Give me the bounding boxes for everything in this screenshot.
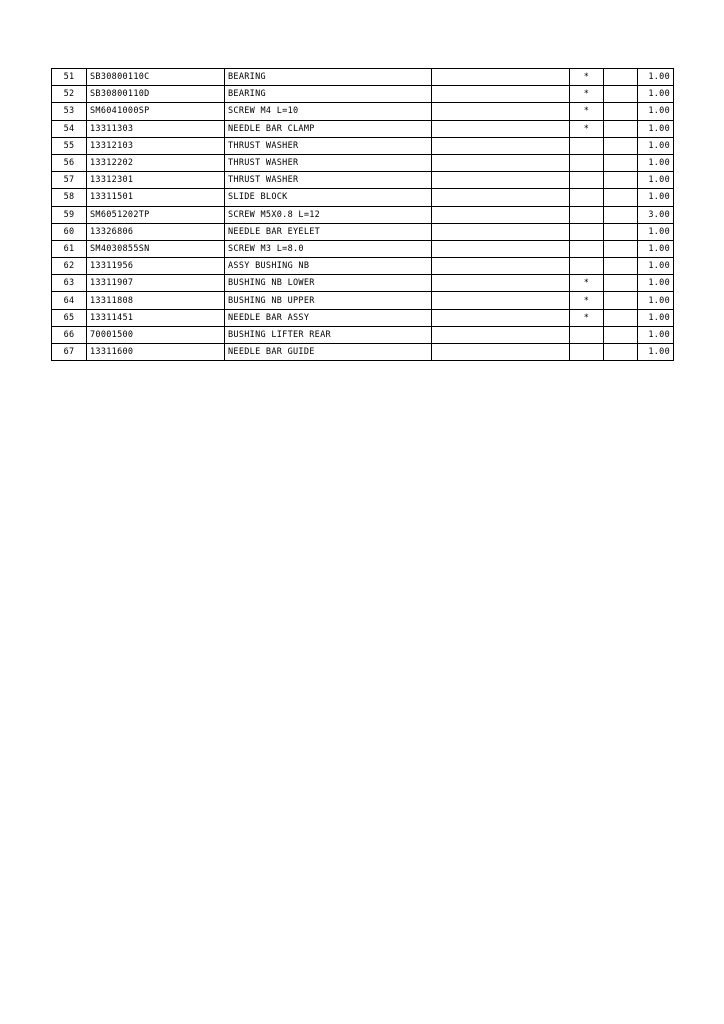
part-description: THRUST WASHER bbox=[225, 154, 432, 171]
quantity: 1.00 bbox=[638, 240, 674, 257]
part-number: SB30800110C bbox=[87, 69, 225, 86]
spec-cell bbox=[432, 154, 570, 171]
blank-cell bbox=[604, 69, 638, 86]
part-description: BUSHING LIFTER REAR bbox=[225, 326, 432, 343]
spec-cell bbox=[432, 258, 570, 275]
part-number: 13311451 bbox=[87, 309, 225, 326]
table-row bbox=[52, 189, 674, 206]
part-number: SM6051202TP bbox=[87, 206, 225, 223]
part-number: 13311303 bbox=[87, 120, 225, 137]
mark-cell bbox=[570, 206, 604, 223]
part-description: BUSHING NB LOWER bbox=[225, 275, 432, 292]
mark-cell bbox=[570, 240, 604, 257]
part-description: SCREW M5X0.8 L=12 bbox=[225, 206, 432, 223]
item-number: 63 bbox=[52, 275, 87, 292]
spec-cell bbox=[432, 137, 570, 154]
mark-cell bbox=[570, 137, 604, 154]
spec-cell bbox=[432, 120, 570, 137]
quantity: 1.00 bbox=[638, 86, 674, 103]
part-number: 13311501 bbox=[87, 189, 225, 206]
item-number: 64 bbox=[52, 292, 87, 309]
item-number: 55 bbox=[52, 137, 87, 154]
spec-cell bbox=[432, 292, 570, 309]
part-description: THRUST WASHER bbox=[225, 137, 432, 154]
blank-cell bbox=[604, 309, 638, 326]
blank-cell bbox=[604, 326, 638, 343]
blank-cell bbox=[604, 120, 638, 137]
table-row bbox=[52, 154, 674, 171]
mark-cell bbox=[570, 189, 604, 206]
table-row bbox=[52, 344, 674, 361]
item-number: 54 bbox=[52, 120, 87, 137]
spec-cell bbox=[432, 172, 570, 189]
part-number: 13312202 bbox=[87, 154, 225, 171]
mark-cell: * bbox=[570, 275, 604, 292]
mark-cell: * bbox=[570, 292, 604, 309]
part-number: SM4030855SN bbox=[87, 240, 225, 257]
item-number: 58 bbox=[52, 189, 87, 206]
mark-cell bbox=[570, 344, 604, 361]
quantity: 1.00 bbox=[638, 172, 674, 189]
table-row bbox=[52, 137, 674, 154]
table-row bbox=[52, 103, 674, 120]
blank-cell bbox=[604, 154, 638, 171]
blank-cell bbox=[604, 292, 638, 309]
item-number: 61 bbox=[52, 240, 87, 257]
mark-cell: * bbox=[570, 103, 604, 120]
parts-list-table bbox=[51, 68, 674, 361]
part-number: 13312103 bbox=[87, 137, 225, 154]
table-row bbox=[52, 275, 674, 292]
table-row bbox=[52, 326, 674, 343]
item-number: 56 bbox=[52, 154, 87, 171]
quantity: 1.00 bbox=[638, 137, 674, 154]
item-number: 66 bbox=[52, 326, 87, 343]
spec-cell bbox=[432, 189, 570, 206]
blank-cell bbox=[604, 344, 638, 361]
blank-cell bbox=[604, 103, 638, 120]
blank-cell bbox=[604, 137, 638, 154]
part-number: 13311907 bbox=[87, 275, 225, 292]
table-row bbox=[52, 309, 674, 326]
table-row bbox=[52, 292, 674, 309]
part-number: 13311808 bbox=[87, 292, 225, 309]
part-number: 13311956 bbox=[87, 258, 225, 275]
quantity: 1.00 bbox=[638, 154, 674, 171]
table-row bbox=[52, 86, 674, 103]
blank-cell bbox=[604, 258, 638, 275]
part-description: BUSHING NB UPPER bbox=[225, 292, 432, 309]
item-number: 51 bbox=[52, 69, 87, 86]
quantity: 1.00 bbox=[638, 344, 674, 361]
table-row bbox=[52, 223, 674, 240]
item-number: 59 bbox=[52, 206, 87, 223]
quantity: 1.00 bbox=[638, 120, 674, 137]
mark-cell bbox=[570, 258, 604, 275]
spec-cell bbox=[432, 206, 570, 223]
quantity: 3.00 bbox=[638, 206, 674, 223]
quantity: 1.00 bbox=[638, 223, 674, 240]
quantity: 1.00 bbox=[638, 69, 674, 86]
part-description: SLIDE BLOCK bbox=[225, 189, 432, 206]
quantity: 1.00 bbox=[638, 326, 674, 343]
quantity: 1.00 bbox=[638, 103, 674, 120]
part-description: BEARING bbox=[225, 69, 432, 86]
part-description: NEEDLE BAR EYELET bbox=[225, 223, 432, 240]
item-number: 52 bbox=[52, 86, 87, 103]
mark-cell bbox=[570, 326, 604, 343]
mark-cell bbox=[570, 223, 604, 240]
mark-cell: * bbox=[570, 69, 604, 86]
part-description: SCREW M3 L=8.0 bbox=[225, 240, 432, 257]
spec-cell bbox=[432, 86, 570, 103]
mark-cell: * bbox=[570, 309, 604, 326]
table-row bbox=[52, 120, 674, 137]
spec-cell bbox=[432, 344, 570, 361]
spec-cell bbox=[432, 275, 570, 292]
quantity: 1.00 bbox=[638, 292, 674, 309]
item-number: 65 bbox=[52, 309, 87, 326]
quantity: 1.00 bbox=[638, 258, 674, 275]
blank-cell bbox=[604, 275, 638, 292]
part-description: NEEDLE BAR ASSY bbox=[225, 309, 432, 326]
spec-cell bbox=[432, 223, 570, 240]
part-number: 70001500 bbox=[87, 326, 225, 343]
item-number: 60 bbox=[52, 223, 87, 240]
part-description: ASSY BUSHING NB bbox=[225, 258, 432, 275]
table-row bbox=[52, 172, 674, 189]
spec-cell bbox=[432, 103, 570, 120]
part-number: 13326806 bbox=[87, 223, 225, 240]
spec-cell bbox=[432, 240, 570, 257]
mark-cell bbox=[570, 154, 604, 171]
quantity: 1.00 bbox=[638, 309, 674, 326]
part-description: NEEDLE BAR GUIDE bbox=[225, 344, 432, 361]
mark-cell bbox=[570, 172, 604, 189]
mark-cell: * bbox=[570, 86, 604, 103]
part-description: SCREW M4 L=10 bbox=[225, 103, 432, 120]
blank-cell bbox=[604, 189, 638, 206]
part-number: 13311600 bbox=[87, 344, 225, 361]
blank-cell bbox=[604, 206, 638, 223]
part-number: SB30800110D bbox=[87, 86, 225, 103]
table-row bbox=[52, 69, 674, 86]
mark-cell: * bbox=[570, 120, 604, 137]
item-number: 53 bbox=[52, 103, 87, 120]
item-number: 57 bbox=[52, 172, 87, 189]
blank-cell bbox=[604, 86, 638, 103]
part-description: BEARING bbox=[225, 86, 432, 103]
table-row bbox=[52, 206, 674, 223]
part-number: SM6041000SP bbox=[87, 103, 225, 120]
part-description: NEEDLE BAR CLAMP bbox=[225, 120, 432, 137]
quantity: 1.00 bbox=[638, 275, 674, 292]
item-number: 67 bbox=[52, 344, 87, 361]
blank-cell bbox=[604, 240, 638, 257]
spec-cell bbox=[432, 309, 570, 326]
spec-cell bbox=[432, 69, 570, 86]
blank-cell bbox=[604, 223, 638, 240]
parts-list-body bbox=[52, 69, 674, 361]
part-number: 13312301 bbox=[87, 172, 225, 189]
part-description: THRUST WASHER bbox=[225, 172, 432, 189]
table-row bbox=[52, 258, 674, 275]
blank-cell bbox=[604, 172, 638, 189]
spec-cell bbox=[432, 326, 570, 343]
item-number: 62 bbox=[52, 258, 87, 275]
table-row bbox=[52, 240, 674, 257]
quantity: 1.00 bbox=[638, 189, 674, 206]
